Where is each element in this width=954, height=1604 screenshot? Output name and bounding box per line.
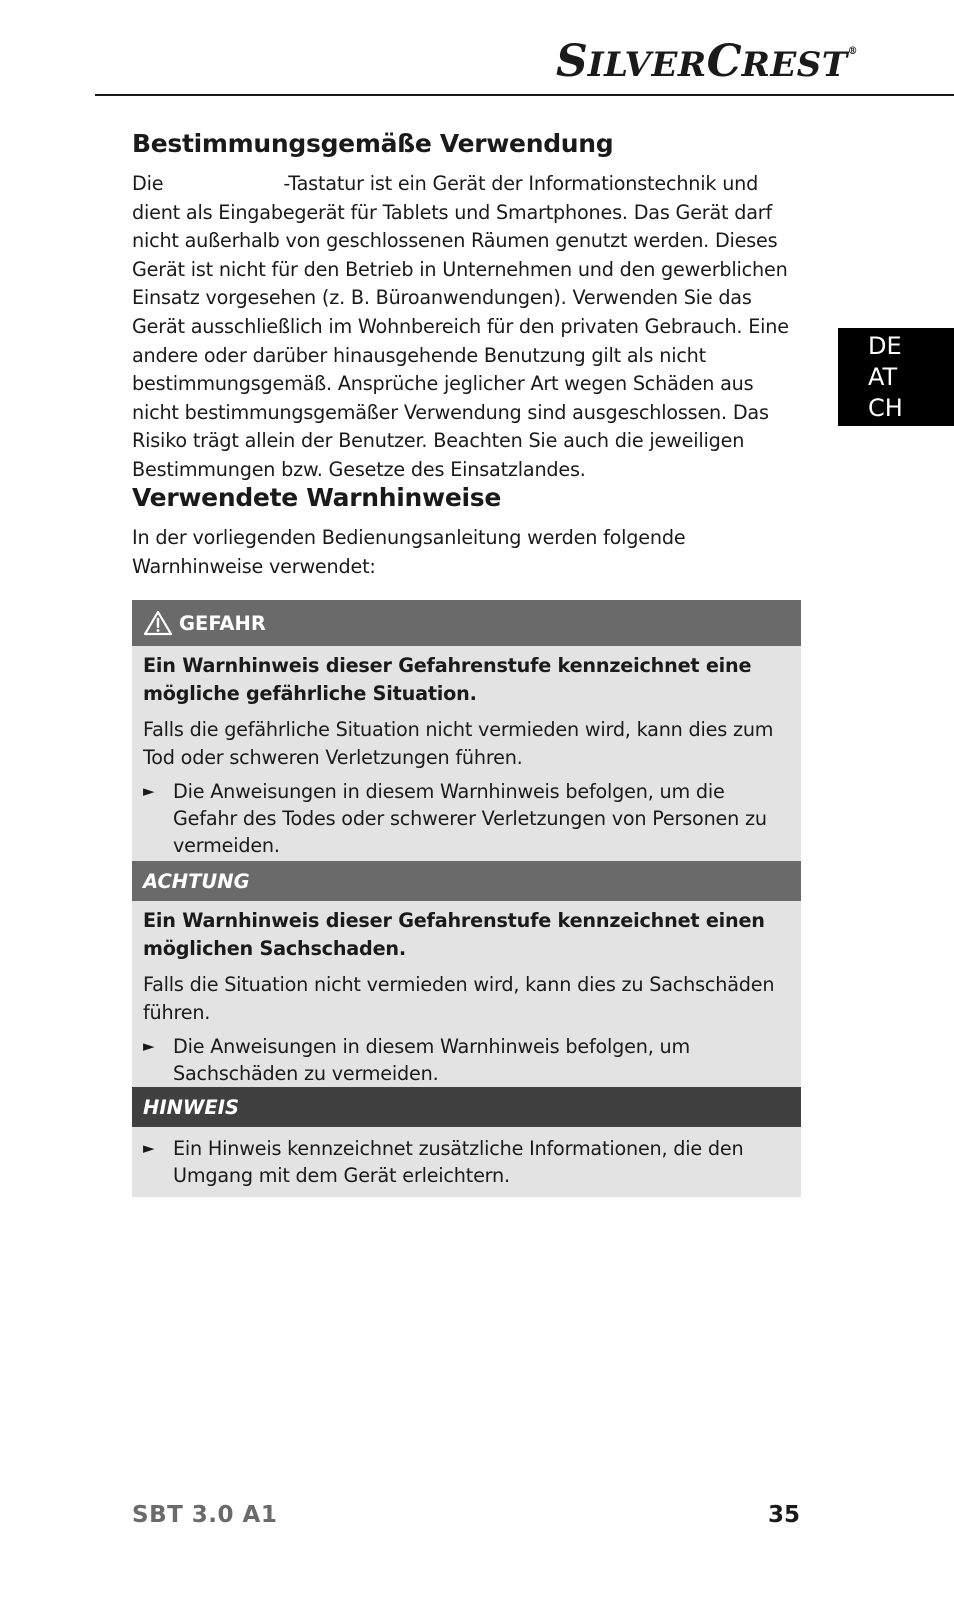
logo-letter-s: S [556,36,588,87]
header-rule [95,94,954,96]
logo-rest: REST [741,45,848,85]
gefahr-label: GEFAHR [179,611,266,635]
gefahr-body [132,646,801,867]
warning-box-gefahr [132,600,801,867]
logo-ilver: ILVER [587,45,707,85]
achtung-body [132,901,801,1095]
gefahr-strong-text: Ein Warnhinweis dieser Gefahrenstufe kennzeichnet eine mögliche gefährliche Situation. [143,654,752,705]
warnings-intro: In der vorliegenden Bedienungsanleitung werden folgende Warnhinweise verwendet: [132,526,686,578]
section-title-intended-use: Bestimmungsgemäße Verwendung [132,129,614,158]
hinweis-label: HINWEIS [143,1095,240,1119]
footer-model-number: SBT 3.0 A1 [132,1502,278,1528]
hinweis-bullet [143,1135,790,1189]
gefahr-text: Falls die gefährliche Situation nicht vermieden wird, kann dies zum Tod oder schweren Verletzungen führen. [143,718,774,769]
achtung-text: Falls die Situation nicht vermieden wird, kann dies zu Sachschäden führen. [143,973,775,1024]
hinweis-header [132,1087,801,1127]
bullet-arrow-icon: ► [143,782,155,800]
hinweis-body [132,1127,801,1197]
logo-registered-mark: ® [847,46,858,57]
intended-use-line1-end: -Tastatur ist ein Gerät der Informationstechnik und dient [132,172,759,224]
achtung-label: ACHTUNG [143,869,250,893]
achtung-bullet [143,1033,790,1087]
warning-box-hinweis [132,1087,801,1197]
lang-at: AT [868,362,898,391]
achtung-strong-text: Ein Warnhinweis dieser Gefahrenstufe kennzeichnet einen möglichen Sachschaden. [143,909,765,960]
hinweis-bullet-text: Ein Hinweis kennzeichnet zusätzliche Informationen, die den Umgang mit dem Gerät erleichtern. [173,1137,744,1187]
warning-box-achtung [132,861,801,1095]
language-tab [838,328,954,426]
section-title-warnings: Verwendete Warnhinweise [132,483,501,512]
bullet-arrow-icon: ► [143,1139,155,1157]
achtung-header [132,861,801,901]
logo-letter-c: C [706,36,742,87]
gefahr-header [132,600,801,646]
gefahr-bullet [143,778,790,859]
gefahr-bullet-text: Die Anweisungen in diesem Warnhinweis befolgen, um die Gefahr des Todes oder schwerer Verletzungen von Personen zu vermeiden. [173,780,767,857]
lang-ch: CH [868,393,903,422]
silvercrest-logo [556,36,856,88]
lang-de: DE [868,331,902,360]
section-intended-use [132,129,802,485]
section-warnings [132,483,802,581]
intended-use-rest: als Eingabegerät für Tablets und Smartphones. Das Gerät darf nicht außerhalb von geschlossenen Räumen genutzt werden. Dieses Gerät ist nicht für den Betrieb in Unternehmen und den gewerblichen Einsatz vorgesehen (z. B. Büroanwendungen). Verwenden Sie das Gerät ausschließlich im Wohnbereich für den privaten Gebrauch. Eine andere oder darüber hinausgehende Benutzung gilt als nicht bestimmungsgemäß. Ansprüche jeglicher Art wegen Schäden aus nicht bestimmungsgemäßer Verwendung sind ausgeschlossen. Das Risiko trägt allein der Benutzer. Beachten Sie auch die jeweiligen Bestimmungen bzw. Gesetze des Einsatzlandes. [132,200,789,481]
warning-triangle-icon [143,610,173,636]
footer-page-number: 35 [767,1502,800,1528]
intended-use-line1-start: Die [132,172,164,195]
bullet-arrow-icon: ► [143,1037,155,1055]
achtung-bullet-text: Die Anweisungen in diesem Warnhinweis befolgen, um Sachschäden zu vermeiden. [173,1035,690,1085]
intended-use-paragraph [132,170,802,485]
